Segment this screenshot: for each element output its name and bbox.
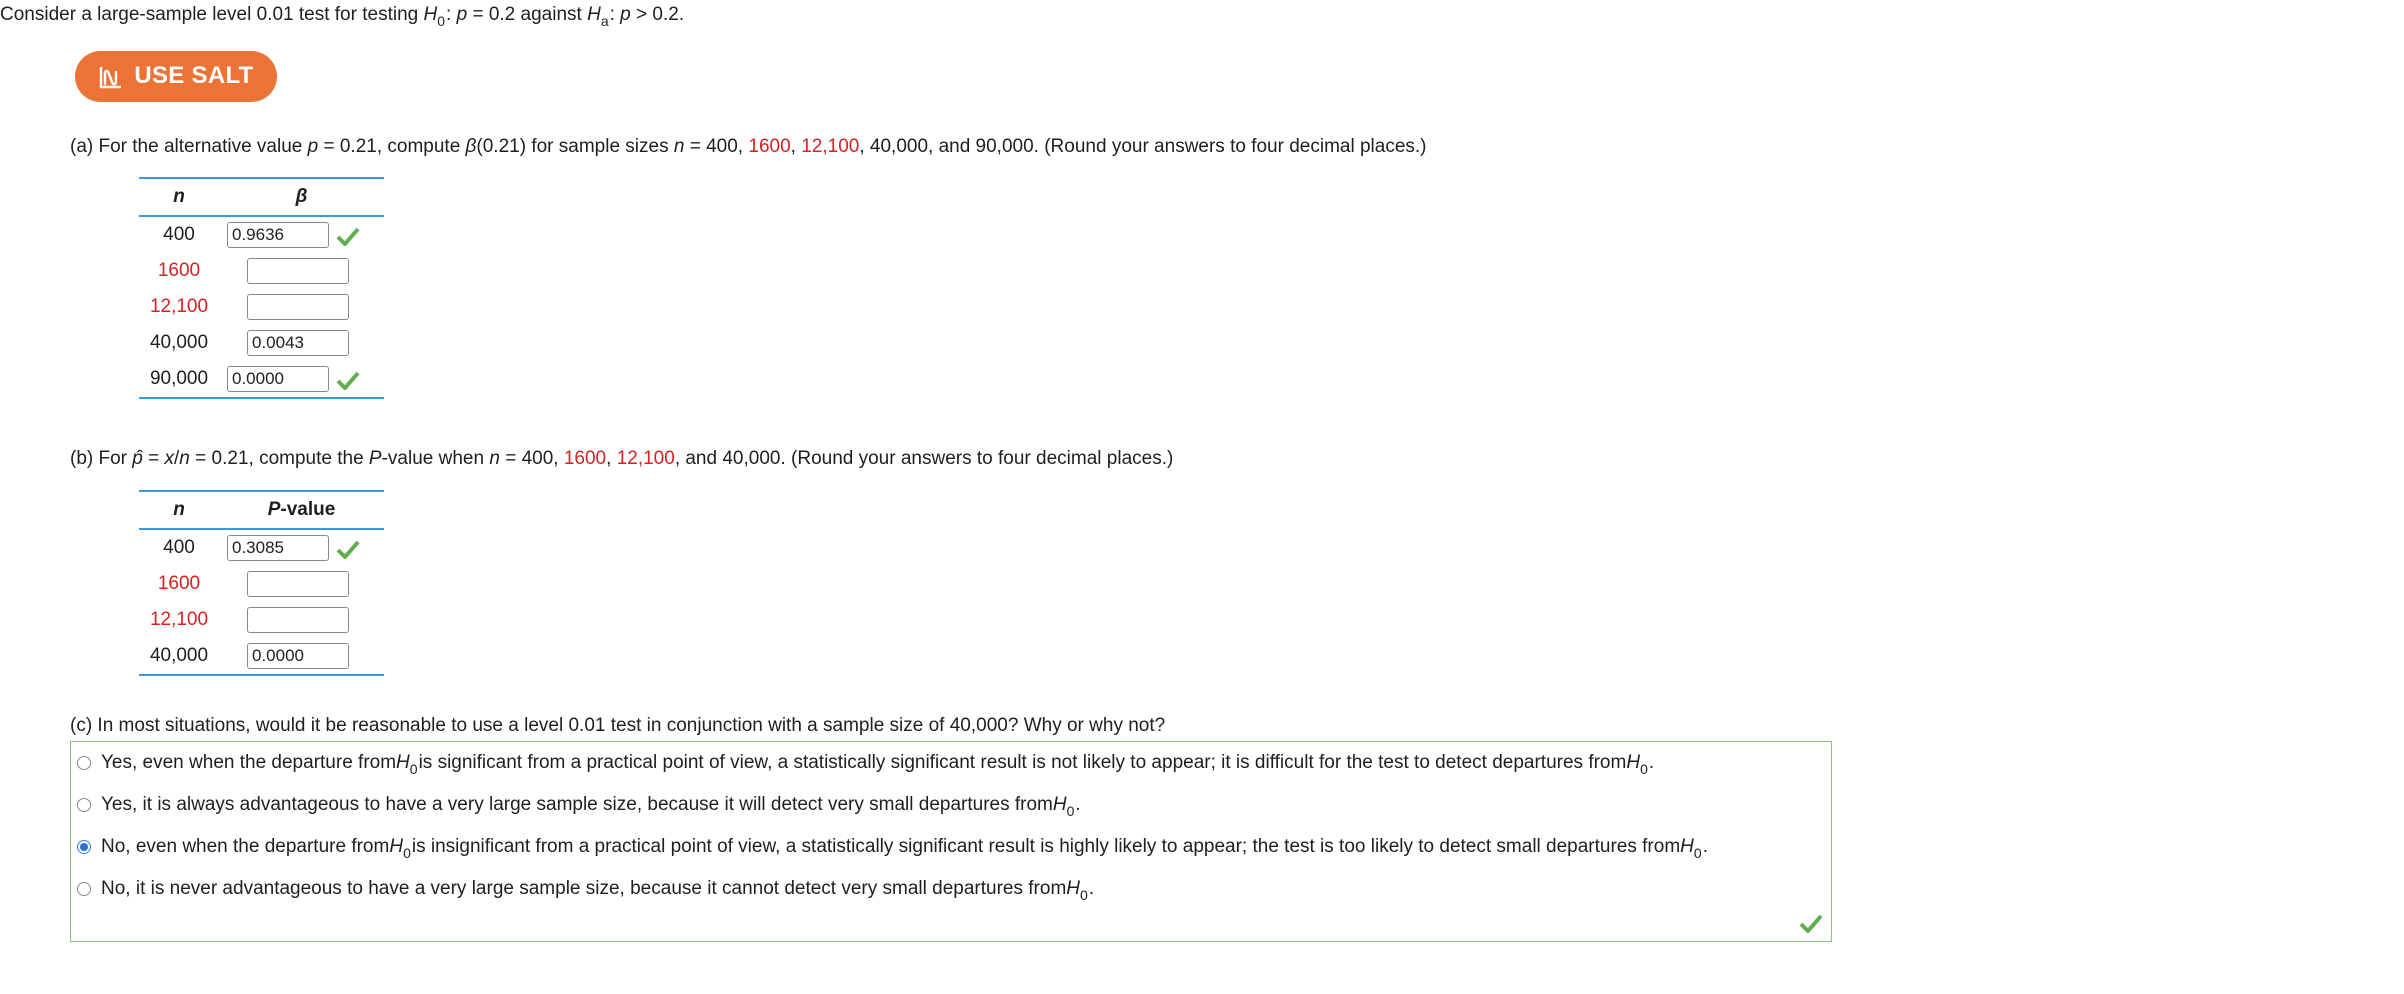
p-value-input-40000[interactable]	[247, 643, 349, 669]
table-row	[139, 566, 384, 602]
column-p-value-header: P-value	[267, 498, 336, 520]
sample-size: 40,000	[149, 644, 209, 666]
sample-size: 1600	[157, 259, 201, 281]
table-row	[139, 602, 384, 638]
beta-table	[139, 177, 384, 399]
sample-size: 400	[163, 223, 195, 245]
p-value-table-header	[139, 490, 384, 530]
choice-yes-difficult[interactable]: Yes, even when the departure from H 0 is significant from a practical point of view, a statistically significant result is not likely to appear; it is difficult for the test to detect departures from H 0 .	[71, 752, 1654, 775]
problem-statement: Consider a large-sample level 0.01 test for testing $H_0$: p = 0.2 against $H_a$: p > 0.2.	[0, 4, 685, 29]
p-value-input-1600[interactable]	[247, 571, 349, 597]
check-icon	[336, 226, 360, 246]
choice-no-too-likely[interactable]: No, even when the departure from H 0 is insignificant from a practical point of view, a statistically significant result is highly likely to appear; the test is too likely to detect small departures from H 0 .	[71, 836, 1708, 859]
sample-size: 400	[163, 536, 195, 558]
check-icon	[336, 539, 360, 559]
table-row	[139, 289, 384, 325]
choice-no-never-advantageous[interactable]: No, it is never advantageous to have a very large sample size, because it cannot detect very small departures from H 0 .	[71, 878, 1094, 901]
column-n-header: n	[173, 498, 185, 520]
part-b-question: (b) For p̂ = x/n = 0.21, compute the P-value when n = 400, 1600, 12,100, and 40,000. (Round your answers to four decimal places.)	[70, 448, 1174, 469]
radio-button[interactable]	[77, 798, 91, 812]
radio-button-selected[interactable]	[77, 840, 91, 854]
sample-size: 40,000	[149, 331, 209, 353]
radio-button[interactable]	[77, 756, 91, 770]
table-row	[139, 638, 384, 676]
beta-input-1600[interactable]	[247, 258, 349, 284]
part-c-question: (c) In most situations, would it be reasonable to use a level 0.01 test in conjunction with a sample size of 40,000? Why or why not?	[70, 715, 1166, 736]
sample-size: 1600	[157, 572, 201, 594]
table-row	[139, 253, 384, 289]
beta-input-12100[interactable]	[247, 294, 349, 320]
check-icon	[1799, 913, 1823, 933]
beta-input-400[interactable]	[227, 222, 329, 248]
beta-input-40000[interactable]	[247, 330, 349, 356]
use-salt-button[interactable]	[75, 51, 277, 102]
use-salt-label: USE SALT	[134, 62, 254, 90]
salt-chart-icon	[98, 64, 124, 90]
p-value-input-400[interactable]	[227, 535, 329, 561]
sample-size: 90,000	[149, 367, 209, 389]
radio-button[interactable]	[77, 882, 91, 896]
column-n-header: n	[173, 185, 185, 207]
choice-yes-advantageous[interactable]: Yes, it is always advantageous to have a very large sample size, because it will detect very small departures from H 0 .	[71, 794, 1081, 817]
beta-table-header	[139, 177, 384, 217]
table-row	[139, 530, 384, 566]
answer-choices	[70, 741, 1832, 942]
check-icon	[336, 370, 360, 390]
table-row	[139, 325, 384, 361]
beta-input-90000[interactable]	[227, 366, 329, 392]
sample-size: 12,100	[149, 608, 209, 630]
table-row	[139, 361, 384, 399]
column-beta-header: β	[295, 185, 308, 207]
p-value-input-12100[interactable]	[247, 607, 349, 633]
table-row	[139, 217, 384, 253]
p-value-table	[139, 490, 384, 676]
sample-size: 12,100	[149, 295, 209, 317]
part-a-question: (a) For the alternative value p = 0.21, compute β(0.21) for sample sizes n = 400, 1600, 12,100, 40,000, and 90,000. (Round your answers to four decimal places.)	[70, 136, 1427, 157]
